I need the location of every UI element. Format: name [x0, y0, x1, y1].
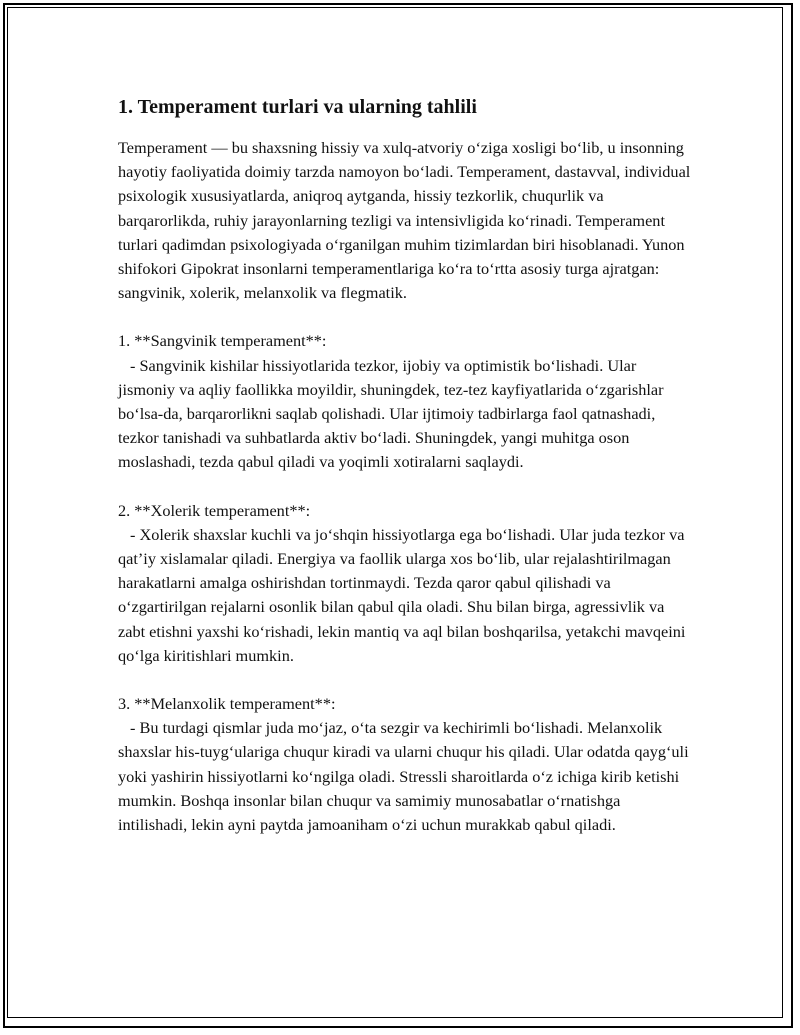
section-body: - Sangvinik kishilar hissiyotlarida tezkor, ijobiy va optimistik bo‘lishadi. Ular jismoniy va aqliy faollikka moyildir, shuningdek, tez-tez kayfiyatlarida o‘zgarishlar bo‘lsa-da, barqarorlikni saqlab qolishadi. Ular ijtimoiy tadbirlarga faol qatnashadi, tezkor tanishadi va suhbatlarda aktiv bo‘ladi. Shuningdek, yangi muhitga oson moslashadi, tezda qabul qiladi va yoqimli xotiralarni saqlaydi.	[118, 355, 664, 472]
section-heading: 1. **Sangvinik temperament**:	[118, 331, 327, 351]
section-melanxolik	[118, 692, 693, 837]
section-heading: 3. **Melanxolik temperament**:	[118, 694, 336, 714]
section-body: - Bu turdagi qismlar juda mo‘jaz, o‘ta sezgir va kechirimli bo‘lishadi. Melanxolik shaxslar his-tuyg‘ulariga chuqur kiradi va ularni chuqur his qiladi. Ular odatda qayg‘uli yoki yashirin hissiyotlarni ko‘ngilga oladi. Stressli sharoitlarda o‘z ichiga kirib ketishi mumkin. Boshqa insonlar bilan chuqur va samimiy munosabatlar o‘rnatishga intilishadi, lekin ayni paytda jamoaniham o‘zi uchun murakkab qabul qiladi.	[118, 718, 689, 835]
section-heading: 2. **Xolerik temperament**:	[118, 500, 311, 520]
document-title: 1. Temperament turlari va ularning tahlili	[118, 96, 477, 118]
intro-paragraph: Temperament — bu shaxsning hissiy va xulq-atvoriy o‘ziga xosligi bo‘lib, u insonning hayotiy faoliyatida doimiy tarzda namoyon bo‘ladi. Temperament, dastavval, individual psixologik xususiyatlarda, aniqroq aytganda, hissiy tezkorlik, chuqurlik va barqarorlikda, ruhiy jarayonlarning tezligi va intensivligida ko‘rinadi. Temperament turlari qadimdan psixologiyada o‘rganilgan muhim tizimlardan biri hisoblanadi. Yunon shifokori Gipokrat insonlarni temperamentlariga ko‘ra to‘rtta asosiy turga ajratgan: sangvinik, xolerik, melanxolik va flegmatik.	[118, 138, 691, 303]
section-body: - Xolerik shaxslar kuchli va jo‘shqin hissiyotlarga ega bo‘lishadi. Ular juda tezkor va qat’iy xislamalar qiladi. Energiya va faollik ularga xos bo‘lib, ular rejalashtirilmagan harakatlarni amalga oshirishdan tortinmaydi. Tezda qaror qabul qilishadi va o‘zgartirilgan rejalarni osonlik bilan qabul qila oladi. Shu bilan birga, agressivlik va zabt etishni yaxshi ko‘rishadi, lekin mantiq va aql bilan boshqarilsa, yetakchi mavqeini qo‘lga kiritishlari mumkin.	[118, 524, 686, 665]
section-xolerik	[118, 499, 693, 668]
section-sangvinik	[118, 329, 693, 474]
document-body	[118, 94, 693, 861]
